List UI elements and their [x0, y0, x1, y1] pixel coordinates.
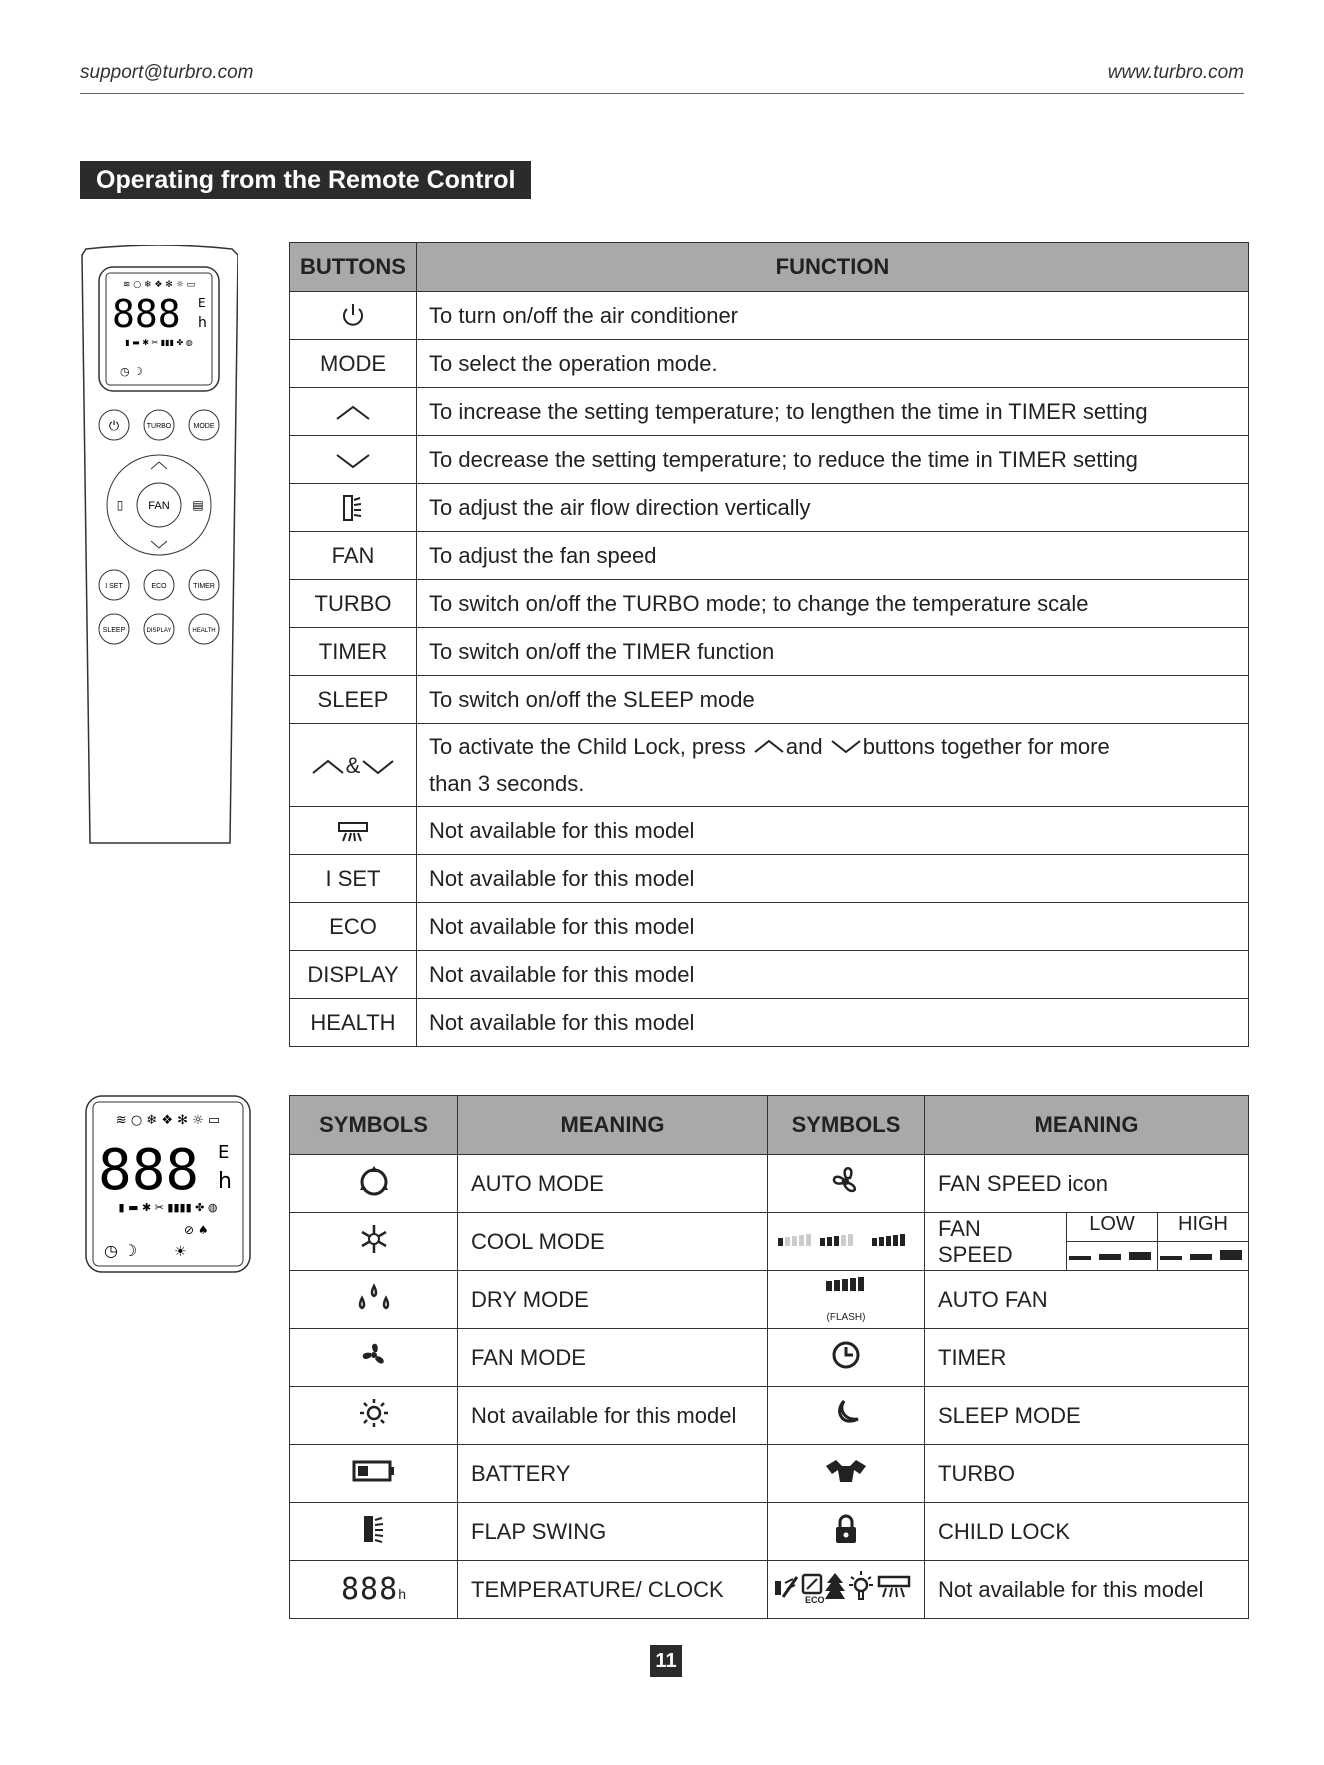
button-name: I SET — [290, 855, 417, 903]
col-header-function: FUNCTION — [417, 243, 1249, 292]
function-text: To activate the Child Lock, press and buttons together for more than 3 seconds. — [417, 724, 1249, 807]
meaning-text: Not available for this model — [458, 1387, 768, 1445]
button-name: MODE — [290, 340, 417, 388]
table-row — [290, 855, 1249, 903]
turbo-icon — [768, 1445, 925, 1503]
svg-text:TURBO: TURBO — [146, 423, 172, 430]
table-row — [290, 1387, 1249, 1445]
health-sun-icon — [290, 1387, 458, 1445]
meaning-text: TURBO — [925, 1445, 1249, 1503]
table-row — [290, 999, 1249, 1047]
table-row — [290, 580, 1249, 628]
svg-text:▮ ▬ ✱ ✂ ▮▮▮ ✤ ◍: ▮ ▬ ✱ ✂ ▮▮▮ ✤ ◍ — [125, 338, 193, 347]
svg-text:ECO: ECO — [151, 583, 167, 590]
meaning-text: CHILD LOCK — [925, 1503, 1249, 1561]
table-row — [290, 292, 1249, 340]
function-text: Not available for this model — [417, 855, 1249, 903]
meaning-text: TEMPERATURE/ CLOCK — [458, 1561, 768, 1619]
function-text: To select the operation mode. — [417, 340, 1249, 388]
function-text: To decrease the setting temperature; to reduce the time in TIMER setting — [417, 436, 1249, 484]
meaning-text: TIMER — [925, 1329, 1249, 1387]
button-name: SLEEP — [290, 676, 417, 724]
col-header-meaning: MEANING — [458, 1096, 768, 1155]
flap-swing-icon — [290, 1503, 458, 1561]
button-name: HEALTH — [290, 999, 417, 1047]
function-text: Not available for this model — [417, 903, 1249, 951]
section-title: Operating from the Remote Control — [80, 161, 531, 199]
function-text: To adjust the air flow direction vertically — [417, 484, 1249, 532]
meaning-text: DRY MODE — [458, 1271, 768, 1329]
meaning-text: COOL MODE — [458, 1213, 768, 1271]
high-bars-icon — [1158, 1242, 1248, 1270]
function-text: Not available for this model — [417, 999, 1249, 1047]
fan-speed-icon — [768, 1155, 925, 1213]
table-row — [290, 532, 1249, 580]
meaning-text: AUTO FAN — [925, 1271, 1249, 1329]
table-row — [290, 388, 1249, 436]
cool-mode-icon — [290, 1213, 458, 1271]
svg-text:▮ ▬ ✱ ✂ ▮▮▮▮ ✤ ◍: ▮ ▬ ✱ ✂ ▮▮▮▮ ✤ ◍ — [118, 1201, 218, 1214]
chevron-down-icon — [290, 436, 417, 484]
svg-text:I SET: I SET — [105, 583, 123, 590]
sleep-moon-icon — [768, 1387, 925, 1445]
table-row — [290, 724, 1249, 807]
lcd-display-illustration — [84, 1094, 252, 1274]
chevron-up-icon — [290, 388, 417, 436]
symbols-table — [289, 1095, 1249, 1619]
chevron-down-icon — [829, 738, 863, 754]
svg-text:⊘ ♠: ⊘ ♠ — [184, 1223, 209, 1237]
unavailable-icons — [768, 1561, 925, 1619]
function-text: To switch on/off the SLEEP mode — [417, 676, 1249, 724]
battery-icon — [290, 1445, 458, 1503]
svg-text:◷ ☽: ◷ ☽ — [104, 1241, 138, 1260]
meaning-text: Not available for this model — [925, 1561, 1249, 1619]
svg-text:HEALTH: HEALTH — [192, 628, 216, 634]
meaning-text: SLEEP MODE — [925, 1387, 1249, 1445]
svg-text:DISPLAY: DISPLAY — [146, 628, 172, 634]
button-name: ECO — [290, 903, 417, 951]
col-header-symbols-2: SYMBOLS — [768, 1096, 925, 1155]
function-text: To turn on/off the air conditioner — [417, 292, 1249, 340]
dry-mode-icon — [290, 1271, 458, 1329]
low-bars-icon — [1067, 1242, 1158, 1270]
up-and-down-icon: & — [290, 724, 417, 807]
svg-text:TIMER: TIMER — [193, 583, 215, 590]
table-row — [290, 1561, 1249, 1619]
svg-text:h: h — [198, 315, 207, 331]
button-name: FAN — [290, 532, 417, 580]
svg-text:ECO: ECO — [805, 1594, 825, 1605]
flap-swing-icon — [290, 484, 417, 532]
button-name: TURBO — [290, 580, 417, 628]
svg-text:MODE: MODE — [193, 423, 215, 430]
function-text: Not available for this model — [417, 807, 1249, 855]
svg-text:FAN: FAN — [148, 500, 170, 512]
table-row — [290, 807, 1249, 855]
svg-text:≋ ○ ❄ ❖ ✻ ☼ ▭: ≋ ○ ❄ ❖ ✻ ☼ ▭ — [122, 280, 196, 290]
remote-control-illustration — [80, 245, 238, 845]
col-header-buttons: BUTTONS — [290, 243, 417, 292]
fan-speed-high: HIGH — [1178, 1213, 1228, 1235]
svg-text:E: E — [218, 1142, 230, 1163]
function-text: To switch on/off the TIMER function — [417, 628, 1249, 676]
function-text: To switch on/off the TURBO mode; to change the temperature scale — [417, 580, 1249, 628]
button-name: TIMER — [290, 628, 417, 676]
table-row — [290, 1271, 1249, 1329]
function-text: Not available for this model — [417, 951, 1249, 999]
function-text: To increase the setting temperature; to lengthen the time in TIMER setting — [417, 388, 1249, 436]
svg-text:⏻: ⏻ — [108, 418, 120, 433]
fan-mode-icon — [290, 1329, 458, 1387]
auto-mode-icon — [290, 1155, 458, 1213]
auto-fan-icon: (FLASH) — [768, 1271, 925, 1329]
table-row — [290, 1213, 1249, 1271]
table-row — [290, 903, 1249, 951]
table-row — [290, 628, 1249, 676]
svg-text:▤: ▤ — [192, 498, 204, 512]
svg-text:E: E — [198, 296, 206, 310]
meaning-text: AUTO MODE — [458, 1155, 768, 1213]
svg-text:h: h — [218, 1169, 232, 1194]
meaning-text: FAN SPEED — [938, 1215, 1013, 1267]
table-row — [290, 1503, 1249, 1561]
table-row — [290, 436, 1249, 484]
fan-speed-levels-icon — [768, 1213, 925, 1271]
page-number: 11 — [650, 1645, 682, 1677]
col-header-symbols: SYMBOLS — [290, 1096, 458, 1155]
header-website: www.turbro.com — [1107, 62, 1244, 83]
remote-lcd-digits: 888 — [112, 292, 181, 336]
table-row — [290, 951, 1249, 999]
meaning-text: FLAP SWING — [458, 1503, 768, 1561]
meaning-text: FAN SPEED icon — [925, 1155, 1249, 1213]
table-row — [290, 1445, 1249, 1503]
fan-speed-low: LOW — [1067, 1213, 1158, 1241]
svg-text:≋ ○ ❄ ❖ ✻ ☼ ▭: ≋ ○ ❄ ❖ ✻ ☼ ▭ — [115, 1113, 221, 1128]
meaning-text: BATTERY — [458, 1445, 768, 1503]
child-lock-icon — [768, 1503, 925, 1561]
table-row — [290, 484, 1249, 532]
header-email: support@turbro.com — [80, 62, 254, 83]
temperature-clock-icon: 888h — [290, 1561, 458, 1619]
header-divider — [80, 93, 1244, 94]
function-text: To adjust the fan speed — [417, 532, 1249, 580]
table-row — [290, 1329, 1249, 1387]
buttons-table — [289, 242, 1249, 1047]
horizontal-swing-icon — [290, 807, 417, 855]
chevron-up-icon — [752, 738, 786, 754]
table-row — [290, 1155, 1249, 1213]
table-row — [290, 340, 1249, 388]
timer-icon — [768, 1329, 925, 1387]
svg-text:▯: ▯ — [116, 498, 124, 512]
power-icon — [290, 292, 417, 340]
svg-text:888: 888 — [98, 1138, 200, 1203]
fan-speed-cell — [925, 1213, 1249, 1271]
table-row — [290, 676, 1249, 724]
svg-text:SLEEP: SLEEP — [102, 627, 126, 634]
button-name: DISPLAY — [290, 951, 417, 999]
svg-text:☀: ☀ — [174, 1244, 187, 1260]
svg-text:◷ ☽: ◷ ☽ — [120, 365, 143, 378]
meaning-text: FAN MODE — [458, 1329, 768, 1387]
col-header-meaning-2: MEANING — [925, 1096, 1249, 1155]
